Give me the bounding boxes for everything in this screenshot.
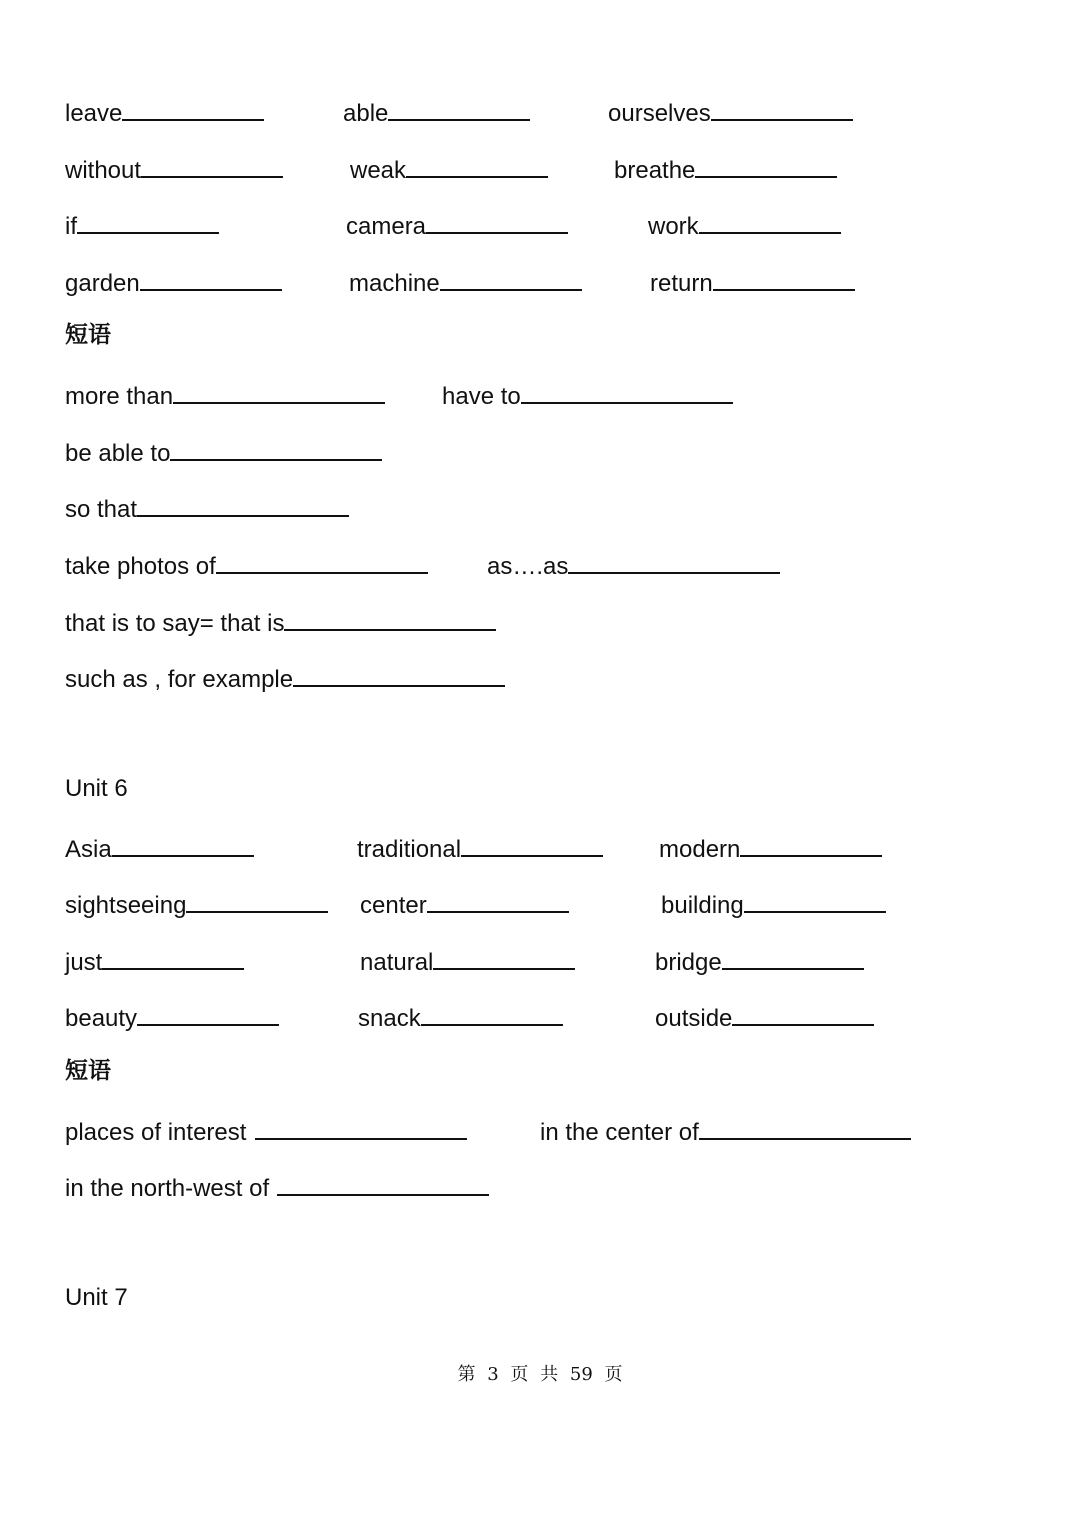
answer-blank[interactable]: [713, 265, 855, 291]
answer-blank[interactable]: [137, 1000, 279, 1026]
vocab-word: breathe: [614, 157, 696, 184]
vocab-word: modern: [659, 836, 741, 863]
answer-blank[interactable]: [170, 435, 382, 461]
unit-title: Unit 6: [65, 775, 128, 802]
page-footer: [0, 1362, 1080, 1388]
phrase-text: in the north-west of: [65, 1175, 270, 1202]
answer-blank[interactable]: [461, 831, 603, 857]
vocab-item: [608, 95, 853, 129]
footer-label: 页: [510, 1364, 529, 1385]
vocab-item: [360, 887, 569, 921]
phrase-text: such as , for example: [65, 666, 294, 693]
answer-blank[interactable]: [122, 95, 264, 121]
vocab-item: [343, 95, 530, 129]
vocab-item: [346, 208, 568, 242]
vocab-item: [358, 1000, 563, 1034]
page-number: 3: [487, 1364, 499, 1385]
answer-blank[interactable]: [77, 208, 219, 234]
vocab-word: able: [343, 100, 389, 127]
answer-blank[interactable]: [568, 548, 780, 574]
answer-blank[interactable]: [284, 605, 496, 631]
vocab-word: without: [65, 157, 142, 184]
phrase-item: [442, 378, 733, 412]
phrase-item: [540, 1114, 911, 1148]
vocab-item: [65, 208, 219, 242]
phrase-item: [65, 491, 349, 525]
vocab-word: ourselves: [608, 100, 711, 127]
vocab-word: natural: [360, 949, 434, 976]
answer-blank[interactable]: [722, 944, 864, 970]
answer-blank[interactable]: [293, 661, 505, 687]
vocab-word: outside: [655, 1005, 733, 1032]
vocab-item: [661, 887, 886, 921]
vocab-word: center: [360, 892, 427, 919]
answer-blank[interactable]: [137, 491, 349, 517]
phrase-item: [65, 1170, 489, 1204]
answer-blank[interactable]: [695, 152, 837, 178]
vocab-item: [349, 265, 582, 299]
phrase-text: be able to: [65, 440, 171, 467]
answer-blank[interactable]: [521, 378, 733, 404]
vocab-word: snack: [358, 1005, 421, 1032]
answer-blank[interactable]: [426, 208, 568, 234]
vocab-item: [65, 95, 264, 129]
answer-blank[interactable]: [173, 378, 385, 404]
answer-blank[interactable]: [140, 265, 282, 291]
vocab-word: garden: [65, 270, 140, 297]
answer-blank[interactable]: [255, 1114, 467, 1140]
answer-blank[interactable]: [277, 1170, 489, 1196]
total-pages: 59: [569, 1364, 593, 1385]
phrase-item: [65, 435, 382, 469]
footer-label: 第: [457, 1364, 476, 1385]
vocab-item: [65, 887, 328, 921]
answer-blank[interactable]: [388, 95, 530, 121]
phrase-text: that is to say= that is: [65, 610, 285, 637]
phrase-text: have to: [442, 383, 521, 410]
phrase-text: more than: [65, 383, 174, 410]
vocab-word: just: [65, 949, 103, 976]
answer-blank[interactable]: [112, 831, 254, 857]
vocab-item: [65, 1000, 279, 1034]
vocab-word: beauty: [65, 1005, 138, 1032]
answer-blank[interactable]: [433, 944, 575, 970]
vocab-item: [350, 152, 548, 186]
answer-blank[interactable]: [744, 887, 886, 913]
phrase-text: take photos of: [65, 553, 216, 580]
answer-blank[interactable]: [440, 265, 582, 291]
phrase-text: as….as: [487, 553, 569, 580]
footer-label: 共: [540, 1364, 559, 1385]
vocab-item: [65, 944, 244, 978]
phrase-item: [65, 378, 385, 412]
vocab-word: weak: [350, 157, 407, 184]
answer-blank[interactable]: [711, 95, 853, 121]
phrase-text: places of interest: [65, 1119, 247, 1146]
vocab-word: Asia: [65, 836, 112, 863]
phrase-item: [65, 661, 505, 695]
vocab-word: traditional: [357, 836, 462, 863]
vocab-item: [648, 208, 841, 242]
answer-blank[interactable]: [740, 831, 882, 857]
vocab-item: [650, 265, 855, 299]
answer-blank[interactable]: [141, 152, 283, 178]
vocab-word: camera: [346, 213, 427, 240]
answer-blank[interactable]: [102, 944, 244, 970]
answer-blank[interactable]: [427, 887, 569, 913]
vocab-word: machine: [349, 270, 440, 297]
phrase-item: [65, 548, 428, 582]
answer-blank[interactable]: [699, 208, 841, 234]
phrase-text: in the center of: [540, 1119, 699, 1146]
phrases-heading: 短语: [65, 322, 111, 348]
answer-blank[interactable]: [216, 548, 428, 574]
unit-title: Unit 7: [65, 1284, 128, 1311]
phrase-item: [65, 605, 496, 639]
phrases-heading: 短语: [65, 1058, 111, 1084]
answer-blank[interactable]: [406, 152, 548, 178]
answer-blank[interactable]: [732, 1000, 874, 1026]
vocab-word: if: [65, 213, 77, 240]
vocab-word: leave: [65, 100, 123, 127]
vocab-item: [659, 831, 882, 865]
vocab-word: bridge: [655, 949, 722, 976]
vocab-item: [357, 831, 603, 865]
vocab-word: building: [661, 892, 744, 919]
vocab-item: [655, 1000, 874, 1034]
answer-blank[interactable]: [699, 1114, 911, 1140]
answer-blank[interactable]: [186, 887, 328, 913]
answer-blank[interactable]: [421, 1000, 563, 1026]
vocab-item: [655, 944, 864, 978]
vocab-word: work: [648, 213, 699, 240]
vocab-item: [65, 265, 282, 299]
phrase-text: so that: [65, 496, 138, 523]
vocab-word: sightseeing: [65, 892, 187, 919]
vocab-word: return: [650, 270, 713, 297]
vocab-item: [65, 831, 254, 865]
vocab-item: [65, 152, 283, 186]
phrase-item: [65, 1114, 467, 1148]
phrase-item: [487, 548, 780, 582]
vocab-item: [360, 944, 575, 978]
footer-label: 页: [604, 1364, 623, 1385]
vocab-item: [614, 152, 837, 186]
